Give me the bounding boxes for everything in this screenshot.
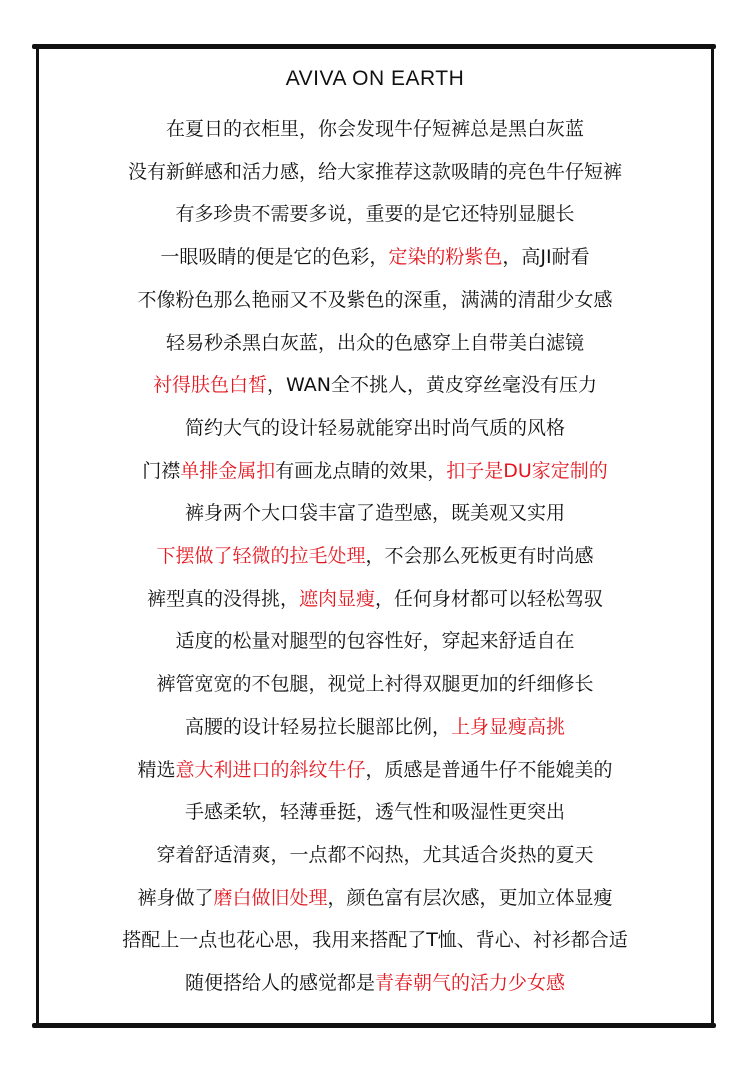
line-text: ，任何身材都可以轻松驾驭 [375, 587, 604, 610]
text-line [0, 925, 750, 955]
text-line [0, 114, 750, 144]
text-line [0, 883, 750, 913]
line-text: 裤身做了 [137, 886, 214, 909]
text-line [0, 328, 750, 358]
line-text: 没有新鲜感和活力感，给大家推荐这款吸睛的亮色牛仔短裤 [127, 160, 622, 183]
line-text: 不像粉色那么艳丽又不及紫色的深重，满满的清甜少女感 [137, 288, 613, 311]
line-text: 裤管宽宽的不包腿，视觉上衬得双腿更加的纤细修长 [156, 673, 594, 696]
text-line [0, 968, 750, 998]
line-text: 有画龙点睛的效果， [275, 459, 447, 482]
highlight-text: 磨白做旧处理 [213, 886, 328, 909]
highlight-text: 定染的粉紫色 [388, 246, 503, 269]
highlight-text: 下摆做了轻微的拉毛处理 [156, 545, 366, 567]
line-text: 轻易秒杀黑白灰蓝，出众的色感穿上自带美白滤镜 [165, 331, 584, 354]
text-line [0, 755, 750, 785]
text-line [0, 541, 750, 571]
line-text: 门襟 [142, 459, 181, 482]
text-line [0, 840, 750, 870]
line-text: 裤身两个大口袋丰富了造型感，既美观又实用 [184, 502, 565, 525]
text-line [0, 199, 750, 229]
highlight-text: 青春朝气的活力少女感 [375, 972, 566, 994]
text-line [0, 797, 750, 827]
line-text: 裤型真的没得挑， [146, 587, 299, 610]
text-line [0, 669, 750, 699]
text-line [0, 626, 750, 656]
line-text: 简约大气的设计轻易就能穿出时尚气质的风格 [184, 416, 565, 439]
line-text: 在夏日的衣柜里，你会发现牛仔短裤总是黑白灰蓝 [165, 118, 584, 140]
highlight-text: 扣子是DU家定制的 [446, 459, 608, 482]
line-text: ，质感是普通牛仔不能媲美的 [365, 758, 613, 781]
line-text: 精选 [137, 758, 176, 781]
line-text: 随便搭给人的感觉都是 [184, 972, 375, 994]
text-line [0, 498, 750, 528]
highlight-text: 意大利进口的斜纹牛仔 [175, 758, 366, 781]
text-line [0, 584, 750, 614]
text-line [0, 456, 750, 486]
line-text: 一眼吸睛的便是它的色彩， [160, 246, 389, 269]
text-line [0, 157, 750, 187]
document-title: AVIVA ON EARTH [285, 67, 465, 90]
line-text: 高腰的设计轻易拉长腿部比例， [184, 715, 451, 738]
line-text: ，颜色富有层次感，更加立体显瘦 [327, 886, 613, 909]
line-text: ，WAN全不挑人，黄皮穿丝毫没有压力 [267, 374, 597, 397]
line-text: 手感柔软，轻薄垂挺，透气性和吸湿性更突出 [184, 801, 565, 824]
text-line [0, 413, 750, 443]
line-text: 穿着舒适清爽，一点都不闷热，尤其适合炎热的夏天 [156, 843, 594, 866]
text-line [0, 370, 750, 400]
text-line [0, 712, 750, 742]
highlight-text: 上身显瘦高挑 [451, 715, 566, 738]
line-text: ，不会那么死板更有时尚感 [365, 545, 594, 567]
line-text: ，高JI耐看 [502, 246, 590, 269]
highlight-text: 衬得肤色白皙 [153, 374, 268, 397]
text-line [0, 285, 750, 315]
line-text: 有多珍贵不需要多说，重要的是它还特别显腿长 [175, 203, 575, 226]
text-line [0, 242, 750, 272]
highlight-text: 遮肉显瘦 [298, 587, 375, 610]
highlight-text: 单排金属扣 [180, 459, 276, 482]
line-text: 适度的松量对腿型的包容性好，穿起来舒适自在 [175, 630, 575, 653]
line-text: 搭配上一点也花心思，我用来搭配了T恤、背心、衬衫都合适 [122, 929, 628, 952]
